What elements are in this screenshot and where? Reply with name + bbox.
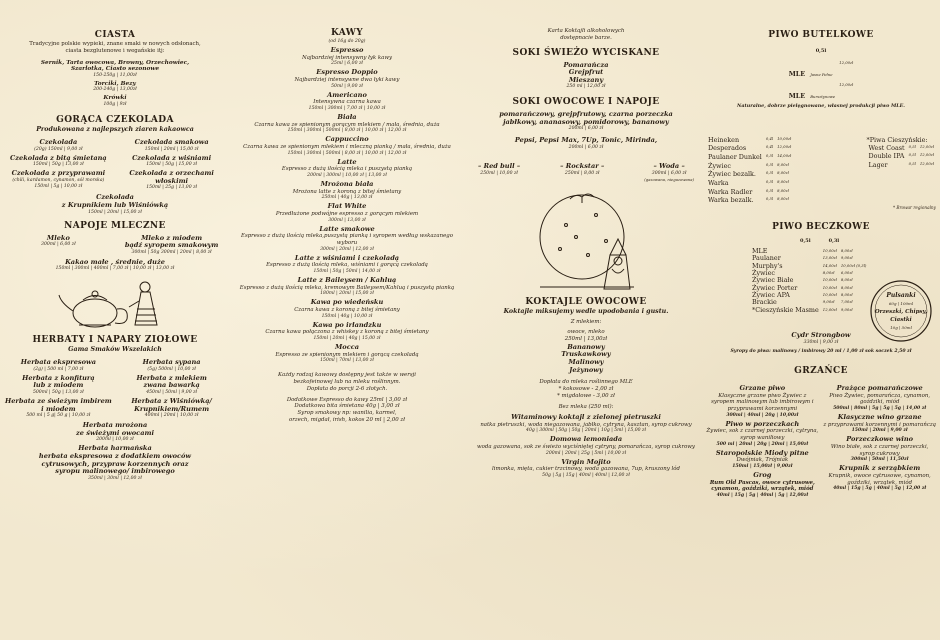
draft-beer-price-03: 8,00zł (840, 284, 853, 290)
coffee-item-name: Latte (337, 157, 357, 166)
kawy-extras-1: Dodatkowe Espresso do kawy 25ml | 3,00 zł (286, 396, 408, 403)
orange-gnome-illustration-icon (526, 185, 646, 295)
krupnik-name: Krupnik z serząbkiem (839, 464, 921, 473)
herbata-sypana-price: (5g) 500ml | 10,00 zł (147, 366, 196, 372)
cieszynskie-price: 12,00zł (919, 152, 934, 158)
coffee-item-name: Mocca (335, 343, 359, 352)
koktajle-z-mlekiem-label: Z mlekiem: (570, 318, 602, 325)
coffee-item-name: Latte smakowe (319, 224, 375, 233)
herbata-mrozona-price: 200ml | 10,00 zł (96, 437, 134, 443)
bottle-beer-row (706, 188, 793, 197)
sok-pomarancza: Pomarańcza (563, 60, 609, 69)
prazace-pomaranczowe-name: Prażące pomarańczowe (836, 383, 923, 392)
torciki-name: Torciki, Bezy (94, 80, 136, 87)
coffee-item-desc: Intensywna czarna kawa (313, 99, 381, 106)
coffee-item-name: Biała (337, 112, 357, 121)
coffee-item-price: 200ml | 300ml | 10,00 zł | 13,00 zł (307, 172, 387, 178)
rockstar-price: 250ml | 8,00 zł (564, 170, 600, 176)
section-title-ciasta: CIASTA (94, 30, 136, 40)
bottle-beer-price: 8,00zł (777, 187, 789, 193)
bottle-beer-vol: 0,5l (765, 187, 774, 193)
draft-beer-price-05: 10,00zł (822, 284, 837, 290)
grog-desc: Rum Old Pascas, owoce cytrusowe, cynamon, goździki, wrzątek, miód (709, 479, 815, 493)
section-title-mleczne: NAPOJE MLECZNE (64, 220, 166, 231)
herbata-wisniowka-name: Herbata z Wiśniówką/ (131, 397, 212, 406)
grzane-piwo-price: 300ml | 40ml | 20g | 10,00zł (726, 412, 799, 418)
krupnik-desc: Krupnik, owoce cytrusowe, cynamon, goździki, wrzątek, miód (828, 472, 931, 486)
bottle-beer-row (706, 170, 793, 179)
herbata-mleko-price: 450ml | 50ml | 9,00 zł (146, 390, 198, 396)
herbaty-subtitle: Gama Smaków Wszelakich (68, 346, 162, 354)
coffee-item-name: Latte z Baileysem / Kahluą (297, 276, 397, 285)
czekolada-orzechy-name-2: włoskimi (155, 176, 189, 185)
section-title-czekolada: GORĄCA CZEKOLADA (56, 115, 174, 126)
prazace-pomaranczowe-desc: Piwo Żywiec, pomarańcza, cynamon, goździki, miód (829, 392, 931, 406)
czekolada-krupnik-name-2: z Krupnikiem lub Wiśniówką (61, 201, 169, 210)
czekolada-przyprawy-name: Czekolada z przyprawami (11, 169, 106, 178)
coffee-item-name: Espresso Doppio (316, 68, 378, 77)
woda-price: 300ml | 6,00 zł (651, 170, 687, 176)
grzane-piwo-desc: Klasyczne grzane piwo Żywiec z syropem malinowym lub imbirowym i przyprawami korzennymi (711, 392, 814, 412)
bottle-beer-vol: 0,5l (765, 178, 774, 184)
mle-bursztynowe-row: MLE Bursztynowe 12,00zł (788, 81, 854, 100)
coffee-item-price: 150ml | 20ml | 40g | 15,00 zł (313, 336, 381, 342)
coffee-item-desc: Espresso z dużą ilością mleka,puszystą pianką i syropem według wskazanego wyboru (241, 233, 453, 246)
woda-name: – Woda – (653, 161, 685, 170)
draft-beer-price-03: 8,00zł (840, 247, 853, 253)
kawy-extras-4: orzech, migdał, irish, kokos 20 ml | 2,00 zł (288, 416, 406, 423)
grog-name: Grog (753, 471, 772, 480)
stamp-text-2: 60g | 100ml (888, 300, 914, 306)
stamp-text-1: Pulsanki (886, 291, 916, 299)
bottle-beer-name: Warka (708, 178, 729, 187)
bottle-beer-name: Heineken (708, 135, 740, 144)
herbata-harmanska-name: Herbata harmańska (78, 444, 152, 453)
draft-beer-price-03: 8,00zł (840, 291, 853, 297)
witaminowy-name: Witaminowy koktajl z zielonej pietruszki (511, 413, 661, 422)
coffee-item-price: 300ml | 20ml | 12,00 zł (320, 246, 374, 252)
coffee-item-desc: Czarna kawa połączona z whiskey z koroną z bitej śmietany (265, 329, 429, 336)
coffee-item-price: 150ml | 300ml | 500ml | 8,00 zł | 10,00 zł | 12,00 zł (287, 128, 407, 134)
ciasta-price: 150-250g | 11,00zł (93, 72, 137, 78)
herbata-konfitura-name-2: lub z miodem (33, 381, 84, 390)
coffee-list (236, 47, 458, 363)
bottle-beer-name: Paulaner Dunkel (708, 152, 762, 161)
herbata-wisniowka-name-2: Krupnikiem/Rumem (134, 404, 210, 413)
miody-pitne-desc: Dwójniak, Trójniak (736, 457, 789, 464)
krupnik-price: 40ml | 15g | 5g | 40ml | 5g | 12,00 zł (833, 486, 927, 492)
draft-beer-name: Brackie (752, 298, 777, 307)
stamp-text-5: 10g | 50ml (890, 324, 912, 330)
woda-sub: (gazowana, niegazowana) (644, 176, 694, 182)
czekolada-bita-price: 150ml | 50g | 13,00 zł (32, 162, 84, 168)
herbata-ekspresowa-price: (2g) | 500 ml | 7,00 zł (33, 366, 84, 372)
herbata-mrozona-name: Herbata mrożona (82, 421, 148, 430)
coffee-item-name: Espresso (330, 46, 364, 54)
cieszynskie-table (867, 144, 936, 170)
coffee-item-desc: Przedłużone podwójne espresso z gorącym mlekiem (275, 210, 419, 217)
napoje-gazowane: Pepsi, Pepsi Max, 7Up, Tonic, Mirinda, (514, 136, 658, 145)
herbata-sypana-name: Herbata sypana (142, 358, 201, 367)
cieszynskie-name: Lager (868, 160, 888, 169)
koktajle-owoce-price: 250ml | 13,00zł (564, 336, 608, 343)
bottle-beer-price: 14,00zł (777, 152, 792, 158)
czekolada-smakowa-name: Czekolada smakowa (134, 138, 209, 147)
bottle-beer-row (706, 144, 793, 153)
porzeczkowe-wino-price: 300ml | 50ml | 11,50zł (850, 457, 909, 463)
section-title-koktajle: KOKTAJLE OWOCOWE (525, 296, 647, 307)
section-title-kawy: KAWY (330, 28, 364, 38)
draft-beer-price-03: 10,00zł (0,3l) (840, 262, 867, 268)
kakao-name: Kakao małe , średnie, duże (65, 257, 165, 266)
grog-price: 40ml | 15g | 5g | 40ml | 5g | 12,00zł (716, 493, 809, 499)
miody-pitne-price: 150ml | 15,00zł | 9,00zł (732, 464, 793, 470)
section-title-soki-swieze: SOKI ŚWIEŻO WYCISKANE (512, 47, 660, 58)
miody-pitne-name: Staropolskie Miody pitne (715, 448, 809, 457)
czekolada-name: Czekolada (39, 138, 78, 147)
kawy-subtitle: (od 16g do 20g) (328, 39, 366, 44)
coffee-item-name: Kawa po wiedeńsku (310, 298, 384, 307)
porzeczkowe-wino-desc: Wino białe, sok z czarnej porzeczki, syrop cukrowy (830, 443, 929, 457)
czekolada-krupnik-name: Czekolada (96, 193, 134, 202)
porzeczkowe-wino-name: Porzeczkowe wino (846, 435, 914, 444)
virgin-mojito-desc: limonka, mięta, cukier trzcinowy, woda gazowana, 7up, kruszony lód (492, 466, 680, 473)
coffee-item-name: Flat White (327, 202, 367, 211)
coffee-item-desc: Espresso z dużą ilością mleka, wiśniami i gorącą czekoladą (266, 262, 428, 269)
koktajle-doplata-3: * migdałowe - 3,00 zł (557, 392, 615, 399)
bottle-beer-vol: 0,4l (765, 135, 774, 141)
coffee-item-name: Latte z wiśniami i czekoladą (294, 253, 400, 262)
czekolada-krupnik-price: 150ml | 20ml | 15,00 zł (88, 209, 142, 215)
draft-beer-price-03: 7,00zł (840, 299, 853, 305)
bottle-beer-price: 8,00zł (777, 196, 789, 202)
piwo-porzeczki-price: 500 ml | 20ml | 20g | 20ml | 15,00zł (716, 441, 809, 447)
mleko-name: Mleko (46, 233, 70, 242)
column-cakes-chocolate-tea (4, 6, 226, 636)
koktajl-malinowy: Malinowy (568, 357, 604, 366)
stamp-text-3: Orzeszki, Chipsy, (874, 308, 928, 315)
sok-mieszany: Mieszany (568, 75, 604, 84)
bottle-beer-row (706, 136, 793, 145)
piwo-porzeczki-desc: Żywiec, sok z czarnej porzeczki, cytryna, syrop waniliowy (706, 428, 819, 442)
section-title-piwo-beczkowe: PIWO BECZKOWE (772, 221, 870, 232)
kawy-note-1: Każdy rodzaj kawowy dostępny jest także w wersji (278, 372, 416, 379)
wino-grzane-name: Klasyczne wino grzane (837, 413, 922, 421)
red-bull-price: 250ml | 10,00 zł (480, 170, 518, 176)
draft-beer-price-05: 10,00zł (822, 291, 837, 297)
coffee-item-desc: Najbardziej intensywny łyk kawy (301, 54, 393, 61)
cieszynskie-name: West Coast (868, 143, 905, 152)
czekolada-bita-name: Czekolada z bitą śmietaną (10, 153, 107, 162)
soki-swieze-price: 250 ml | 12,00 zł (566, 84, 606, 90)
draft-beer-name: Żywiec (752, 268, 775, 277)
draft-beer-price-05: 12,00zł (822, 306, 837, 312)
coffee-item-desc: Czarna kawa ze spienionym mlekiem i mleczną pianką / mała, średnia, duża (243, 143, 451, 150)
coffee-item-price: 150ml | 70ml | 13,00 zł (320, 358, 374, 364)
bottle-beer-price: 8,00zł (777, 170, 789, 176)
virgin-mojito-name: Virgin Mojito (561, 457, 611, 466)
kawy-note-2: bezkofeinowej lub na mleku roślinnym. (293, 379, 401, 386)
grzane-piwo-name: Grzane piwo (739, 383, 786, 392)
draft-beer-table (750, 248, 868, 314)
draft-beer-price-03: 8,00zł (840, 277, 853, 283)
cydr-price: 330ml | 9,00 zł (803, 339, 839, 345)
coffee-item-price: 180ml | 20ml | 15,00 zł (320, 291, 374, 297)
witaminowy-desc: natka pietruszki, woda niegazowana, jabłko, cytryna, kasztan, syrop cukrowy (480, 421, 692, 428)
koktajle-doplata-1: Dopłata do mleka roślinnego MLE (539, 379, 633, 386)
koktajl-jezynowy: Jeżynowy (569, 365, 603, 374)
herbata-imbir-name: Herbata ze świeżym imbirem (4, 397, 112, 406)
bottle-beer-price: 8,00zł (777, 161, 789, 167)
bottle-beer-name: Żywiec bezalk. (708, 170, 756, 179)
herbata-mleko-name: Herbata z mlekiem (136, 373, 207, 382)
kawy-note-3: Dopłata do porcji 2-6 złotych. (306, 385, 388, 392)
draft-beer-name: Żywiec Białe (752, 276, 794, 285)
coffee-item-desc: Mrożona latte z koroną z bitej śmietany (292, 188, 402, 195)
napoje-gazowane-price: 200ml | 6,00 zł (568, 144, 604, 150)
mleko-miod-name-2: bądź syropem smakowym (124, 241, 219, 250)
coffee-item-price: 300ml | 13,00 zł (328, 217, 366, 223)
cieszynskie-price: 12,00zł (919, 143, 934, 149)
herbata-harmanska-price: 350ml | 30ml | 12,00 zł (88, 475, 142, 481)
koktajle-bar-note-1: Karta Koktajli alkoholowych (547, 28, 625, 34)
herbata-harmanska-line-3: cytrusowych, przypraw korzennych oraz (41, 459, 189, 468)
herbata-imbir-name-2: i miodem (41, 404, 76, 413)
stamp-text-4: Ciastki (890, 316, 912, 323)
draft-beer-price-03: 9,00zł (840, 255, 853, 261)
bottle-beer-name: Żywiec (708, 161, 731, 170)
koktajle-subtitle: Koktajle miksujemy wedle upodobania i gustu. (503, 307, 669, 315)
ciasta-desc-2: ciasta bezglutenowe i wegańskie itj: (65, 47, 165, 54)
virgin-mojito-price: 50g | 5g | 15g | 40ml | 40ml | 12,00 zł (542, 473, 630, 479)
draft-beer-name: Paulaner (752, 254, 781, 263)
draft-beer-name: Żywiec Porter (752, 283, 798, 292)
mleko-miod-price: 300ml | 50g 300ml | 20ml | 8,00 zł (131, 249, 212, 255)
czekolada-orzechy-price: 150ml | 25g | 13,00 zł (146, 185, 198, 191)
soki-owocowe-line-2: jabłkowy, ananasowy, pomidorowy, bananowy (503, 117, 669, 126)
lemoniada-desc: woda gazowana, sok ze świeżo wyciśniętej cytryny, pomarańcza, syrop cukrowy (477, 444, 695, 451)
cieszynskie-title: *Piwa Cieszyńskie: (866, 135, 928, 144)
coffee-item-desc: Espresso z dużą ilością mleka i puszystą pianką (281, 166, 413, 173)
bottle-beer-name: Warka Radler (708, 187, 753, 196)
bottle-beer-row (706, 179, 793, 188)
soki-owocowe-price: 200ml | 6,00 zł (568, 126, 604, 132)
cieszynskie-name: Double IPA (868, 152, 905, 161)
draft-beer-price-05: 10,00zł (822, 247, 837, 253)
cieszynskie-row (867, 152, 936, 161)
draft-beer-name: Murphy's (752, 261, 783, 270)
czekolada-smakowa-price: 150ml | 20ml | 15,00 zł (144, 146, 199, 152)
beczkowe-vol-05: 0,5l (800, 237, 811, 244)
bottle-beer-vol: 0,5l (765, 161, 774, 167)
herbata-konfitura-name: Herbata z konfiturą (22, 373, 95, 382)
column-juices-smoothies (472, 6, 700, 636)
draft-beer-price-05: 10,00zł (822, 277, 837, 283)
kakao-price: 150ml | 300ml | 400ml | 7,00 zł | 10,00 zł | 13,00 zł (55, 266, 175, 272)
draft-beer-name: *Cieszyńskie Masme (752, 305, 819, 314)
draft-beer-row (750, 307, 868, 314)
coffee-item-price: 25ml | 6,00 zł (331, 61, 363, 67)
bottle-beer-name: Desperados (708, 144, 747, 153)
draft-beer-price-03: 6,00zł (840, 269, 853, 275)
cieszynskie-note: * Browar regionalny (892, 204, 936, 210)
teapot-illustration-icon (55, 273, 175, 333)
koktajle-owoce-mleko: owoce, mleko (567, 329, 605, 336)
lemoniada-name: Domowa lemoniada (549, 435, 623, 444)
herbata-mrozona-name-2: ze świeżymi owocami (76, 428, 154, 437)
rockstar-name: – Rockstar – (560, 161, 605, 170)
herbata-wisniowka-price: 400ml | 20ml | 10,00 zł (144, 413, 199, 419)
bottle-beer-name: Warka bezalk. (708, 196, 754, 205)
cydr-name: Cydr Strongbow (791, 331, 851, 340)
mle-bottle-table (787, 60, 856, 103)
red-bull-name: – Red bull – (478, 161, 521, 170)
cieszynskie-vol: 0,5l (908, 160, 916, 166)
section-title-piwo-butelkowe: PIWO BUTELKOWE (768, 30, 874, 40)
mle-note: Naturalne, dobrze pielęgnowane, własnej produkcji piwo MLE. (737, 103, 905, 110)
wino-grzane-desc: z przyprawami korzennymi i pomarańczą (823, 421, 936, 428)
krowki-price: 100g | 9zł (103, 102, 127, 108)
syrop-note: Syropy do piwa: malinowy / imbirowy 20 ml / 1,00 zł sok soczek 2,50 zł (730, 348, 912, 354)
wino-grzane-price: 150ml | 20ml | 9,00 zł (851, 428, 908, 434)
bottle-beer-vol: 0,4l (765, 144, 774, 150)
cieszynskie-vol: 0,5l (908, 152, 916, 158)
bottle-beer-vol: 0,5l (765, 152, 774, 158)
koktajle-doplata-2: * kokosowe - 2,00 zł (558, 385, 614, 392)
column-beer-mulled (706, 6, 936, 636)
herbata-konfitura-price: 500ml | 50g | 13,00 zł (32, 390, 84, 396)
cieszynskie-row (867, 161, 936, 170)
herbata-mleko-name-2: zwana bawarką (143, 381, 200, 390)
witaminowy-price: 40g | 300ml | 50g | 50g | 20ml | 10g | 5ml | 15,00 zł (526, 428, 646, 434)
coffee-item-price: 150ml | 300ml | 7,00 zł | 10,00 zł (308, 105, 386, 111)
mle-jasne-row: MLE Jasne Pełne 12,00zł (788, 60, 854, 78)
snacks-stamp-icon (868, 278, 934, 344)
prazace-pomaranczowe-price: 500ml | 80ml | 5g | 5g | 5g | 14,00 zł (833, 406, 927, 411)
beczkowe-vol-03: 0,3l (828, 237, 840, 244)
bottle-beer-table (706, 136, 793, 205)
coffee-item-desc: Espresso z dużą ilością mleka, kremowym Baileysem/Kahluą i puszystą pianką (239, 284, 455, 291)
herbata-harmanska-line-4: syropu malinowego/ imbirowego (55, 467, 175, 476)
ciasta-desc-1: Tradycyjne polskie wypieki, znane smaki w nowych odsłonach, (29, 41, 201, 47)
ciasta-list-1: Sernik, Tarta owocowa, Browny, Orzechowiec, (40, 59, 190, 66)
draft-beer-price-05: 13,00zł (822, 255, 837, 261)
coffee-item-price: 150ml | 300ml | 500ml | 8,00 zł | 10,00 zł | 12,00 zł (287, 150, 407, 156)
czekolada-wisnie-price: 150ml | 50g | 15,00 zł (146, 162, 198, 168)
coffee-item-desc: Najbardziej intensywne dwa łyki kawy (294, 76, 400, 83)
czekolada-price: (20g) 150ml | 9,00 zł (34, 146, 83, 152)
bottle-beer-row (706, 162, 793, 171)
bottle-beer-price: 12,00zł (777, 144, 792, 150)
cieszynskie-vol: 0,5l (908, 143, 916, 149)
koktajl-truskawkowy: Truskawkowy (561, 350, 611, 359)
krowki-name: Krówki (103, 95, 127, 102)
cieszynskie-row (867, 144, 936, 153)
koktajle-bar-note-2: dostępnacie barze. (560, 34, 612, 41)
draft-beer-price-05: 14,00zł (822, 262, 837, 268)
piwo-butelkowe-vol: 0,5l (815, 48, 827, 54)
draft-beer-name: Żywiec APA (752, 290, 790, 299)
draft-beer-price-05: 8,00zł (822, 269, 835, 275)
sok-grejpfrut: Grejpfrut (568, 68, 604, 77)
coffee-item-price: 250ml | 40g | 13,00 zł (321, 195, 373, 201)
mleko-miod-name: Mleko z miodem (141, 233, 203, 242)
mleko-price: 300ml | 6,00 zł (41, 242, 76, 248)
coffee-item-desc: Espresso ze spienionym mlekiem i gorącą czekoladą (275, 351, 419, 358)
bottle-beer-price: 10,00zł (777, 135, 792, 141)
bottle-beer-vol: 0,5l (765, 170, 774, 176)
bottle-beer-row (706, 196, 793, 205)
herbata-imbir-price: 500 ml | 5 g| 50 g | 10,00 zł (26, 413, 91, 419)
coffee-item-name: Americano (327, 90, 367, 99)
kawy-extras-3: Syrop smakowy np: wanilia, karmel, (297, 410, 397, 417)
herbata-ekspresowa-name: Herbata ekspresowa (20, 358, 96, 367)
cieszynskie-price: 12,00zł (919, 160, 934, 166)
section-title-soki-owocowe: SOKI OWOCOWE I NAPOJE (512, 97, 660, 108)
section-title-herbaty: HERBATY I NAPARY ZIOŁOWE (32, 335, 198, 346)
piwo-porzeczki-name: Piwo w porzeczkach (725, 419, 800, 428)
czekolada-wisnie-name: Czekolada z wiśniami (132, 153, 212, 162)
soki-owocowe-line-1: pomarańczowy, grejpfrutowy, czarna porzeczka (499, 110, 673, 119)
czekolada-subtitle: Produkowana z najlepszych ziaren kakaowca (36, 126, 194, 134)
czekolada-orzechy-name: Czekolada z orzechami (129, 169, 214, 178)
draft-beer-price-03: 9,00zł (840, 306, 853, 312)
bottle-beer-price: 8,00zł (777, 178, 789, 184)
coffee-item-desc: Czarna kawa ze spienionym gorącym mlekiem / mała, średnia, duża (254, 121, 440, 128)
column-coffee (236, 6, 458, 636)
coffee-item-name: Mrożona biała (320, 179, 374, 188)
herbata-harmanska-line-2: herbata ekspresowa z dodatkiem owoców (38, 451, 192, 460)
kawy-extras-2: Dodatkowa bita śmietana 40g | 3,00 zł (294, 403, 400, 410)
bottle-beer-row (706, 153, 793, 162)
coffee-item-price: 150ml | 50g | 50ml | 14,00 zł (313, 269, 381, 275)
coffee-item-name: Kawa po irlandzku (312, 320, 382, 329)
czekolada-przyprawy-sub: (chili, kardamon, cynamon, sól morska) (12, 177, 105, 183)
lemoniada-price: 200ml | 20ml | 25g | 5ml | 10,00 zł (545, 450, 627, 456)
koktajle-bez-mleka-label: Bez mleka (250 ml): (558, 404, 614, 411)
czekolada-przyprawy-price: 150ml | 5g | 10,00 zł (34, 183, 83, 189)
draft-beer-price-05: 9,00zł (822, 299, 835, 305)
coffee-item-price: 50ml | 9,00 zł (331, 83, 363, 89)
torciki-price: 200-240g | 13,00zł (93, 87, 137, 93)
draft-beer-name: MLE (752, 246, 768, 255)
bottle-beer-vol: 0,5l (765, 196, 774, 202)
coffee-item-price: 150ml | 40g | 10,00 zł (321, 313, 373, 319)
ciasta-list-2: Szarlotka, Ciasto sezonowe (70, 66, 160, 73)
section-title-grzance: GRZAŃCE (794, 365, 848, 376)
koktajl-bananowy: Bananowy (567, 342, 605, 351)
coffee-item-desc: Czarna kawa z koroną z bitej śmietany (294, 306, 400, 313)
coffee-item-name: Cappuccino (325, 135, 369, 144)
